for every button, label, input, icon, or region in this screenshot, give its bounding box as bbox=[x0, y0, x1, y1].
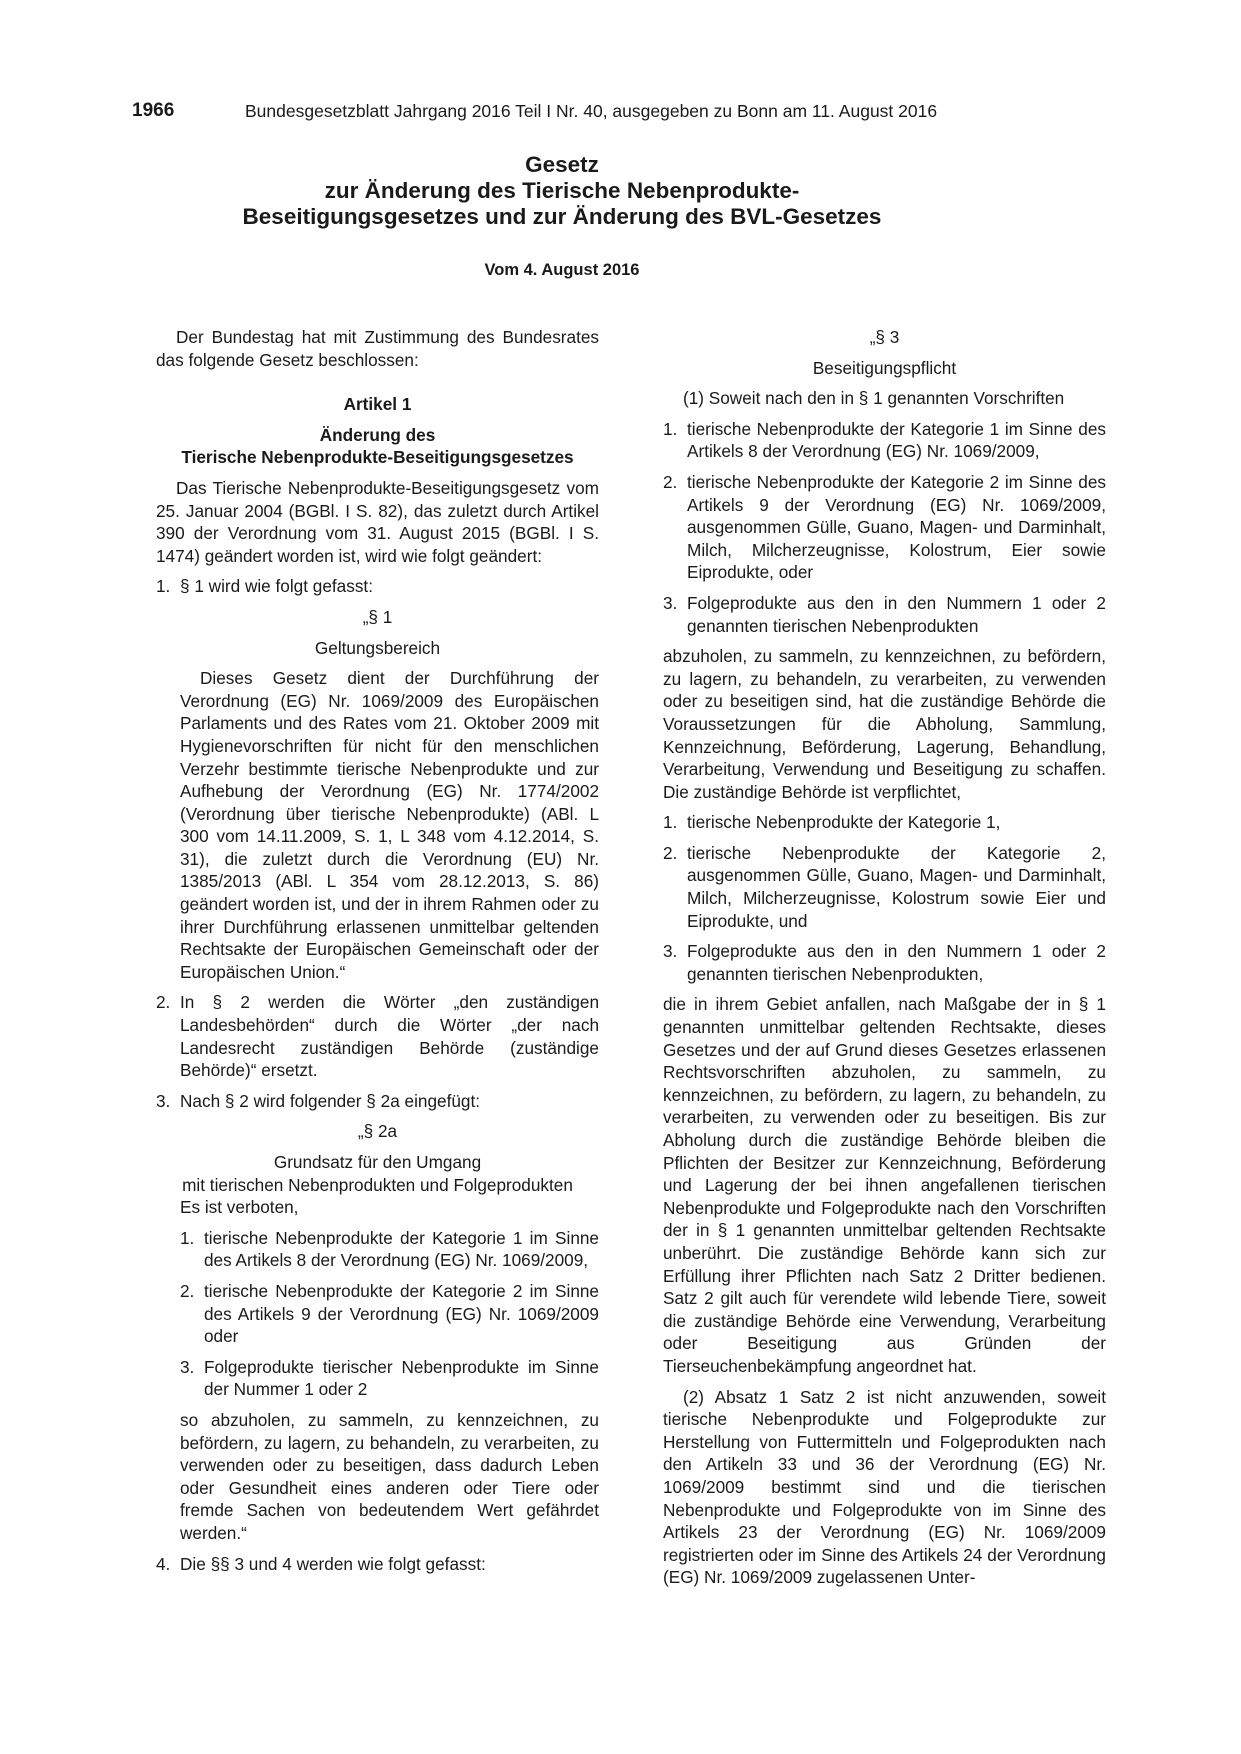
section-1-label: „§ 1 bbox=[362, 606, 393, 627]
amendment-item-2 bbox=[156, 991, 599, 1081]
list-item bbox=[663, 592, 1106, 637]
enactment-clause: Der Bundestag hat mit Zustimmung des Bundesrates das folgende Gesetz beschlossen: bbox=[156, 327, 599, 370]
law-title bbox=[132, 152, 992, 230]
item-number: 2. bbox=[156, 992, 171, 1013]
item-text: tierische Nebenprodukte der Kategorie 1 im Sinne des Artikels 8 der Verordnung (EG) Nr. 1069/2009, bbox=[687, 418, 1106, 462]
list-item bbox=[180, 1356, 599, 1401]
section-2a-title-1: Grundsatz für den Umgang bbox=[273, 1152, 482, 1172]
amendment-item-3 bbox=[156, 1090, 599, 1113]
section-3-label: „§ 3 bbox=[869, 327, 900, 347]
section-2a-title-2: mit tierischen Nebenprodukten und Folgeprodukten bbox=[182, 1174, 573, 1195]
section-3-title: Beseitigungspflicht bbox=[812, 357, 957, 378]
list-item bbox=[180, 1227, 599, 1272]
item-number: 2. bbox=[180, 1280, 195, 1301]
left-column bbox=[156, 326, 599, 1575]
item-number: 3. bbox=[156, 1090, 171, 1111]
article-title-2: Tierische Nebenprodukte-Beseitigungsgesetzes bbox=[181, 447, 574, 468]
item-number: 1. bbox=[180, 1227, 195, 1248]
list-item bbox=[180, 1280, 599, 1348]
law-date: Vom 4. August 2016 bbox=[484, 261, 640, 279]
amendment-item-4 bbox=[156, 1553, 599, 1576]
title-line-3: Beseitigungsgesetzes und zur Änderung des BVL-Gesetzes bbox=[242, 204, 882, 229]
item-number: 3. bbox=[663, 592, 678, 613]
item-number: 2. bbox=[663, 842, 678, 863]
paragraph-2: (2) Absatz 1 Satz 2 ist nicht anzuwenden, soweit tierische Nebenprodukte und Folgeprodukte zur Herstellung von Futtermitteln und Folgeprodukten nach den Artikeln 33 und 36 der Verordnung (EG) Nr. 1069/2009 bestimmt sind und die tierischen Nebenprodukte und Folgeprodukte von im Sinne des Artikels 23 der Verordnung (EG) Nr. 1069/2009 registrierten oder im Sinne des Artikels 24 der Verordnung (EG) Nr. 1069/2009 zugelassenen Unter- bbox=[663, 1386, 1106, 1588]
item-text: Folgeprodukte aus den in den Nummern 1 oder 2 genannten tierischen Nebenprodukten bbox=[687, 592, 1106, 636]
list-item bbox=[663, 418, 1106, 463]
section-1-title: Geltungsbereich bbox=[314, 637, 441, 658]
item-text: Nach § 2 wird folgender § 2a eingefügt: bbox=[180, 1090, 481, 1111]
list-item bbox=[663, 940, 1106, 985]
item-text: In § 2 werden die Wörter „den zuständigen Landesbehörden“ durch die Wörter „der nach Landesrecht zuständigen Behörde (zuständige Behörde)“ ersetzt. bbox=[180, 992, 599, 1081]
title-line-2: zur Änderung des Tierische Nebenprodukte- bbox=[324, 178, 800, 203]
item-text: tierische Nebenprodukte der Kategorie 2, ausgenommen Gülle, Guano, Magen- und Darminhalt, Milch, Milcherzeugnisse, Kolostrum sowie Eier und Eiprodukte, und bbox=[687, 842, 1106, 931]
page-number: 1966 bbox=[132, 100, 175, 121]
paragraph-1-middle: abzuholen, zu sammeln, zu kennzeichnen, zu befördern, zu lagern, zu behandeln, zu verarbeiten, zu verwenden oder zu beseitigen sind, hat die zuständige Behörde die Voraussetzungen für die Abholung, Sammlung, Kennzeichnung, Beförderung, Lagerung, Behandlung, Verarbeitung, Verwendung und Beseitigung zu schaffen. Die zuständige Behörde ist verpflichtet, bbox=[663, 646, 1106, 802]
article-label: Artikel 1 bbox=[343, 394, 412, 415]
item-number: 3. bbox=[180, 1356, 195, 1377]
section-2a-label: „§ 2a bbox=[357, 1121, 398, 1142]
list-item bbox=[663, 842, 1106, 932]
section-1-text: Dieses Gesetz dient der Durchführung der Verordnung (EG) Nr. 1069/2009 des Europäischen Parlaments und des Rates vom 21. Oktober 2009 mit Hygienevorschriften für nicht für den menschlichen Verzehr bestimmte tierische Nebenprodukte und zur Aufhebung der Verordnung (EG) Nr. 1774/2002 (Verordnung über tierische Nebenprodukte) (ABl. L 300 vom 14.11.2009, S. 1, L 348 vom 4.12.2014, S. 31), die zuletzt durch die Verordnung (EU) Nr. 1385/2013 (ABl. L 354 vom 28.12.2013, S. 86) geändert worden ist, und der in ihrem Rahmen oder zu ihrer Durchführung erlassenen unmittelbar geltenden Rechtsakte der Europäischen Gemeinschaft oder der Europäischen Union.“ bbox=[180, 668, 599, 982]
item-number: 3. bbox=[663, 941, 678, 962]
list-item bbox=[663, 471, 1106, 584]
item-number: 4. bbox=[156, 1553, 171, 1574]
article-title-1: Änderung des bbox=[319, 424, 436, 445]
right-column bbox=[663, 326, 1106, 1589]
item-text: Folgeprodukte aus den in den Nummern 1 oder 2 genannten tierischen Nebenprodukten, bbox=[687, 941, 1106, 984]
title-line-1: Gesetz bbox=[525, 152, 599, 177]
amendment-item-1 bbox=[156, 575, 599, 598]
item-text: tierische Nebenprodukte der Kategorie 2 im Sinne des Artikels 9 der Verordnung (EG) Nr. 1069/2009, ausgenommen Gülle, Guano, Magen- und Darminhalt, Milch, Milcherzeugnisse, Kolostrum, Eier sowie Eiprodukte, oder bbox=[687, 471, 1106, 583]
paragraph-1-long: die in ihrem Gebiet anfallen, nach Maßgabe der in § 1 genannten unmittelbar geltenden Rechtsakte, dieses Gesetzes und der auf Grund dieses Gesetzes erlassenen Rechtsvorschriften abzuholen, zu sammeln, zu kennzeichnen, zu befördern, zu lagern, zu behandeln, zu verarbeiten, zu verwenden oder zu beseitigen. Bis zur Abholung durch die zuständige Behörde bleiben die Pflichten der Besitzer zur Kennzeichnung, Beförderung und Lagerung der bei ihnen angefallenen tierischen Nebenprodukte und Folgeprodukte nach den Vorschriften der in § 1 genannten unmittelbar geltenden Rechtsakte unberührt. Die zuständige Behörde kann sich zur Erfüllung ihrer Pflichten nach Satz 2 Dritter bedienen. Satz 2 gilt auch für verendete wild lebende Tiere, soweit die zuständige Behörde eine Verwendung, Verarbeitung oder Beseitigung aus Gründen der Tierseuchenbekämpfung angeordnet hat. bbox=[663, 994, 1106, 1376]
item-number: 1. bbox=[663, 812, 678, 833]
item-text: tierische Nebenprodukte der Kategorie 2 im Sinne des Artikels 9 der Verordnung (EG) Nr. 1069/2009 oder bbox=[204, 1280, 599, 1347]
item-number: 1. bbox=[663, 418, 678, 439]
item-text: tierische Nebenprodukte der Kategorie 1 im Sinne des Artikels 8 der Verordnung (EG) Nr. 1069/2009, bbox=[204, 1227, 599, 1271]
paragraph-1-intro: (1) Soweit nach den in § 1 genannten Vorschriften bbox=[683, 388, 1065, 409]
item-number: 2. bbox=[663, 471, 678, 492]
item-text: tierische Nebenprodukte der Kategorie 1, bbox=[687, 812, 1001, 833]
item-text: Folgeprodukte tierischer Nebenprodukte im Sinne der Nummer 1 oder 2 bbox=[204, 1356, 599, 1400]
gazette-line: Bundesgesetzblatt Jahrgang 2016 Teil I Nr. 40, ausgegeben zu Bonn am 11. August 2016 bbox=[245, 101, 938, 121]
article-intro: Das Tierische Nebenprodukte-Beseitigungsgesetz vom 25. Januar 2004 (BGBl. I S. 82), das zuletzt durch Artikel 390 der Verordnung vom 31. August 2015 (BGBl. I S. 1474) geändert worden ist, wird wie folgt geändert: bbox=[156, 477, 599, 566]
list-item bbox=[663, 811, 1106, 834]
section-2a-outro: so abzuholen, zu sammeln, zu kennzeichnen, zu befördern, zu lagern, zu behandeln, zu verarbeiten, zu verwenden oder zu beseitigen, dass dadurch Leben oder Gesundheit eines anderen oder Tiere oder fremde Sachen von bedeutendem Wert gefährdet werden.“ bbox=[180, 1409, 599, 1543]
section-2a-intro: Es ist verboten, bbox=[180, 1197, 299, 1218]
item-text: § 1 wird wie folgt gefasst: bbox=[180, 576, 373, 597]
item-text: Die §§ 3 und 4 werden wie folgt gefasst: bbox=[180, 1553, 486, 1574]
item-number: 1. bbox=[156, 576, 171, 597]
